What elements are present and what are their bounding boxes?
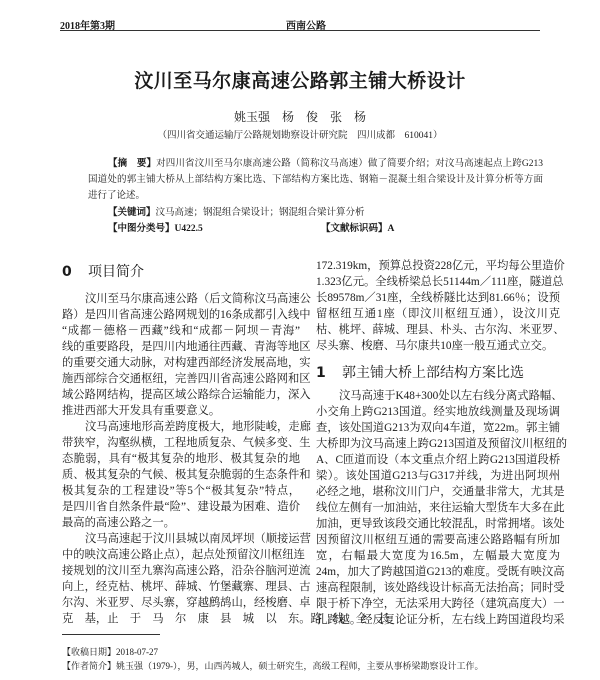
text-line: 限于桥下净空，无法采用大跨径（建筑高度大）一 xyxy=(316,598,565,610)
paragraph xyxy=(62,291,311,419)
text-line: 1.323亿元。全线桥梁总长51144m／111座，隧道总 xyxy=(316,276,564,288)
text-line: 极其复杂的工程建设”等5个“极其复杂”特点， xyxy=(62,485,300,497)
text-line: 域公路网结构，提高区域公路综合运输能力，深入 xyxy=(62,389,311,401)
footnote-received xyxy=(62,645,158,658)
abstract-label: 【摘 要】 xyxy=(108,159,157,169)
clc-value: U422.5 xyxy=(174,224,203,234)
text-line: 必经之地，堪称汶川门户，交通量非常大，尤其是 xyxy=(316,486,565,498)
abstract-text: 对四川省汶川至马尔康高速公路（简称汶马高速）做了简要介绍；对汶马高速起点上跨G213国道处的郭主铺大桥从上部结构方案比选、下部结构方案比选、钢箱－混凝土组合梁设计及计算分析等方面进行了论述。 xyxy=(88,159,543,201)
text-line: 是四川省自然条件最“险”、建设最为困难、造价 xyxy=(62,501,300,513)
text-line: “成都－德格－西藏”线和“成都－阿坝－青海” xyxy=(62,325,300,337)
text-line: 带狭窄，沟壑纵横，工程地质复杂、气候多变、生 xyxy=(62,437,311,449)
author-bio: 姚玉强（1979-），男，山西芮城人，硕士研究生，高级工程师，主要从事桥梁勘察设计工作。 xyxy=(116,661,484,671)
received-date: 2018-07-27 xyxy=(116,647,159,657)
text-line: 汶马高速地形高差跨度极大，地形陡峻，走廊 xyxy=(85,421,311,433)
text-line: 速高程限制，该处路线设计标高无法抬高；同时受 xyxy=(316,582,565,594)
text-line: 尽头寨、梭磨、马尔康共10座一般互通式立交。 xyxy=(316,340,554,352)
text-line: 大桥即为汶马高速上跨G213国道及预留汶川枢纽的 xyxy=(316,438,568,450)
section-number: 1 xyxy=(316,365,326,381)
paragraph xyxy=(62,419,311,531)
text-line: 尔沟、米亚罗、尽头寨，穿越鹧鸪山，经梭磨、卓 xyxy=(62,597,311,609)
text-line: 施西部综合交通枢纽，完善四川省高速公路网和区 xyxy=(62,373,311,385)
doc-label: 【文献标识码】 xyxy=(321,224,388,234)
author-bio-label: 【作者简介】 xyxy=(62,661,117,671)
abstract xyxy=(88,156,543,204)
text-line: 留枢纽互通1座（即汶川枢纽互通），设汶川克 xyxy=(316,308,560,320)
text-line: 汶川至马尔康高速公路（后文简称汶马高速公 xyxy=(85,293,311,305)
clc-label: 【中图分类号】 xyxy=(108,224,175,234)
section-heading-0 xyxy=(62,259,300,285)
keywords-label: 【关键词】 xyxy=(108,208,156,218)
doc-code xyxy=(321,221,394,237)
text-line: 线的重要路段，是四川内地通往西藏、青海等地区 xyxy=(62,341,311,353)
text-line: 克 基，止 于 马 尔 康 县 城 以 东。路 线 全 长 xyxy=(62,613,390,625)
section-title: 项目简介 xyxy=(88,264,144,280)
authors: 姚玉强 杨 俊 张 杨 xyxy=(233,110,366,124)
received-label: 【收稿日期】 xyxy=(62,647,117,657)
text-line: 质、极其复杂的气候、极其复杂脆弱的生态条件和 xyxy=(62,469,311,481)
text-line: 推进西部大开发具有重要意义。 xyxy=(62,405,221,417)
issue-label: 2018年第3期 xyxy=(60,21,115,32)
text-line: 接规划的汶川至九寨沟高速公路，沿杂谷脑河逆流 xyxy=(62,565,311,577)
classification xyxy=(88,221,543,237)
text-line: 孔跨越。经反复论证分析，左右线上跨国道段均采 xyxy=(316,614,565,626)
text-line: 汶马高速于K48+300处以左右线分离式路幅、 xyxy=(339,390,563,402)
text-line: 线位左侧有一加油站，来往运输大型货车大多在此 xyxy=(316,502,565,514)
text-line: 的重要交通大动脉，对构建西部经济发展高地，实 xyxy=(62,357,311,369)
text-line: 长89578m／31座，全线桥隧比达到81.66％；设预 xyxy=(316,292,560,304)
affiliation: （四川省交通运输厅公路规划勘察设计研究院 四川成都 610041） xyxy=(157,131,443,141)
running-header xyxy=(60,17,540,31)
right-column xyxy=(316,258,568,628)
text-line: 中的映汶高速公路止点），起点处预留汶川枢纽连 xyxy=(62,549,305,561)
text-line: 24m，加大了跨越国道G213的难度。受既有映汶高 xyxy=(316,566,565,578)
journal-name: 西南公路 xyxy=(286,21,326,32)
footnote-divider xyxy=(62,634,160,635)
text-line: 梁）。该处国道G213与G317并线，为进出阿坝州 xyxy=(316,470,560,482)
text-line: A、C匝道而设（本文重点介绍上跨G213国道段桥 xyxy=(316,454,561,466)
text-line: 查，该处国道G213为双向4车道，宽22m。郭主铺 xyxy=(316,422,560,434)
text-line: 枯、桃坪、薛城、理县、朴头、古尔沟、米亚罗、 xyxy=(316,324,565,336)
paragraph xyxy=(316,258,565,354)
footnote-author xyxy=(62,659,484,672)
section-heading-1 xyxy=(316,360,560,386)
text-line: 小交角上跨G213国道。经实地放线测量及现场调 xyxy=(316,406,560,418)
text-line: 因预留汶川枢纽互通的需要高速公路路幅有所加 xyxy=(316,534,560,546)
keywords-text: 汶马高速；钢混组合梁设计；钢混组合梁计算分析 xyxy=(155,208,365,218)
left-column xyxy=(62,259,390,627)
text-line: 汶马高速起于汶川县城以南凤坪坝（顺接运营 xyxy=(85,533,311,545)
paragraph xyxy=(62,531,390,627)
section-title: 郭主铺大桥上部结构方案比选 xyxy=(342,365,524,381)
text-line: 宽，右幅最大宽度为16.5m，左幅最大宽度为 xyxy=(316,550,560,562)
text-line: 路）是四川省高速公路网规划的16条成都引入线中 xyxy=(62,309,311,321)
doc-value: A xyxy=(387,224,395,234)
paragraph xyxy=(316,388,568,628)
paper-title: 汶川至马尔康高速公路郭主铺大桥设计 xyxy=(134,70,466,92)
text-line: 态脆弱，具有“极其复杂的地形、极其复杂的地 xyxy=(62,453,300,465)
text-line: 172.319km，预算总投资228亿元，平均每公里造价 xyxy=(316,260,565,272)
text-line: 最高的高速公路之一。 xyxy=(62,517,175,529)
keywords xyxy=(88,205,563,221)
text-line: 加油，更导致该段交通比较混乱，时常拥堵。该处 xyxy=(316,518,565,530)
text-line: 向上，经克枯、桃坪、薛城、竹堡藏寨、理县、古 xyxy=(62,581,311,593)
section-number: 0 xyxy=(62,264,72,280)
